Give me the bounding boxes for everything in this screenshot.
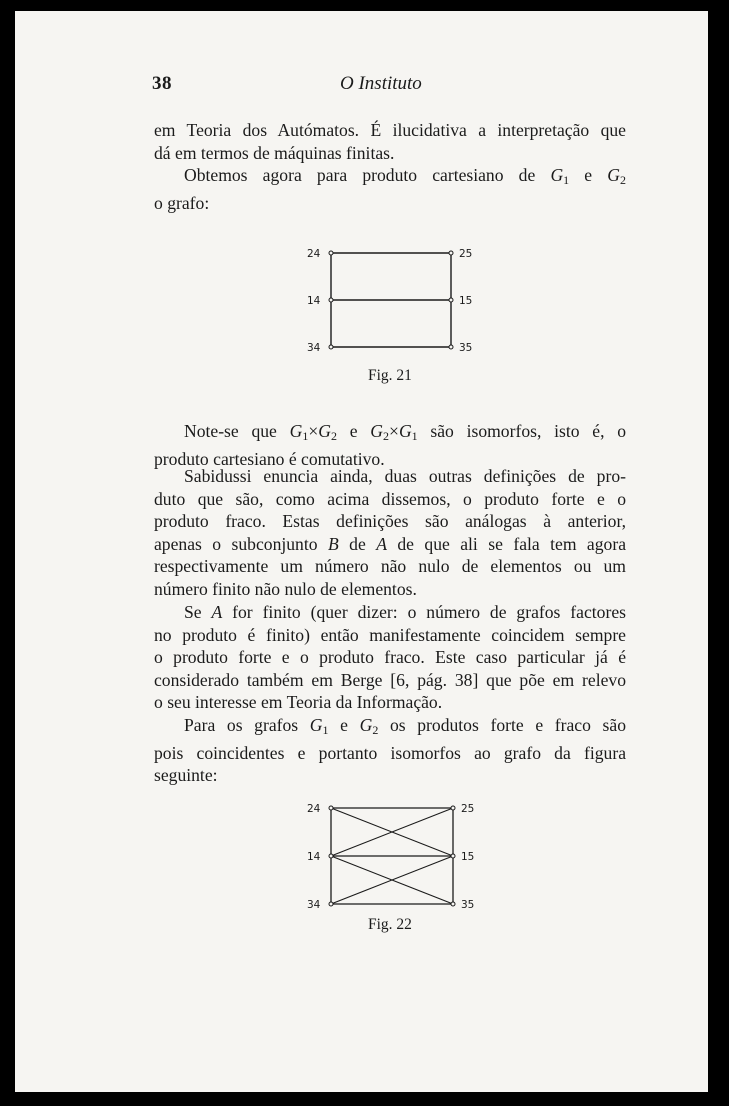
graph-vertex — [329, 345, 333, 349]
paragraph-strong-weak — [154, 714, 626, 787]
vertex-label: 34 — [307, 342, 321, 354]
text-line: produto fraco. Estas definições são análogas à anterior, — [154, 511, 626, 532]
var-g2: $G_2$ — [370, 421, 389, 443]
text-line: apenas o subconjunto B de A de que ali se fala tem agora — [154, 533, 627, 554]
vertex-label: 24 — [307, 248, 321, 260]
paragraph-cartesian-intro — [154, 164, 626, 214]
var-a: A — [376, 533, 387, 554]
var-g1: $G_1$ — [309, 715, 329, 737]
text-line: em Teoria dos Autómatos. É ilucidativa a interpretação que — [154, 120, 626, 140]
paragraph-automata — [154, 119, 626, 164]
graph-vertex — [329, 806, 333, 810]
figure-22-caption: Fig. 22 — [368, 916, 412, 933]
vertex-label: 15 — [461, 851, 475, 863]
vertex-label: 25 — [461, 803, 475, 815]
var-g2: $G_2$ — [359, 715, 379, 737]
paragraph-finite — [154, 601, 626, 714]
var-a: A — [211, 602, 223, 622]
text-line: Para os grafos $G_1$ e $G_2$ os produtos forte e fraco são — [184, 715, 626, 737]
var-g2: $G_2$ — [607, 165, 626, 187]
text-line: o produto forte e o produto fraco. Este caso particular já é — [154, 647, 626, 668]
graph-vertex — [449, 345, 453, 349]
text-line: o seu interesse em Teoria da Informação. — [154, 692, 443, 713]
graph-vertex — [451, 806, 455, 810]
var-b: B — [327, 533, 339, 554]
graph-vertex — [449, 251, 453, 255]
text-line: respectivamente um número não nulo de elementos ou um — [154, 556, 626, 577]
vertex-label: 35 — [459, 342, 473, 354]
text-line: dá em termos de máquinas finitas. — [154, 142, 395, 163]
vertex-label: 34 — [307, 899, 321, 911]
var-g1: $G_1$ — [289, 421, 309, 443]
vertex-label: 35 — [461, 899, 475, 911]
text-line: duto que são, como acima dissemos, o produto forte e o — [154, 488, 626, 509]
graph-vertex — [329, 298, 333, 302]
graph-vertex — [449, 298, 453, 302]
text-line: pois coincidentes e portanto isomorfos ao grafo da figura — [154, 742, 626, 763]
page-number: 38 — [152, 73, 172, 94]
figure-21 — [285, 239, 485, 362]
graph-22 — [285, 796, 485, 914]
graph-21 — [285, 239, 485, 357]
figure-22 — [285, 796, 485, 919]
paragraph-isomorphism — [154, 420, 626, 470]
vertex-label: 25 — [459, 248, 473, 260]
text-line: produto cartesiano é comutativo. — [154, 448, 385, 469]
var-g1: $G_1$ — [398, 421, 418, 443]
book-page — [15, 11, 708, 1092]
text-line: Note-se que $G_1\times G_2$ e $G_2\times G_1$ são isomorfos, isto é, o — [184, 421, 627, 443]
text-line: no produto é finito) então manifestamente coincidem sempre — [154, 624, 626, 645]
graph-vertex — [329, 854, 333, 858]
text-line: Obtemos agora para produto cartesiano de $G_1$ e $G_2$ — [184, 165, 626, 187]
text-line: Se A for finito (quer dizer: o número de grafos factores — [184, 602, 626, 622]
text-line: considerado também em Berge [6, pág. 38] que põe em relevo — [154, 669, 626, 690]
vertex-label: 15 — [459, 295, 473, 307]
vertex-label: 14 — [307, 851, 321, 863]
graph-vertex — [329, 902, 333, 906]
text-line: o grafo: — [154, 192, 210, 213]
graph-vertex — [451, 854, 455, 858]
text-line: Sabidussi enuncia ainda, duas outras definições de pro- — [184, 466, 626, 486]
graph-vertex — [329, 251, 333, 255]
vertex-label: 24 — [307, 803, 321, 815]
page-header — [152, 73, 592, 99]
vertex-label: 14 — [307, 295, 321, 307]
graph-vertex — [451, 902, 455, 906]
text-line: seguinte: — [154, 765, 218, 786]
var-g2: $G_2$ — [318, 421, 337, 443]
paragraph-sabidussi — [154, 465, 626, 601]
figure-21-caption: Fig. 21 — [368, 367, 412, 384]
running-title: O Instituto — [340, 73, 422, 94]
var-g1: $G_1$ — [550, 165, 570, 187]
text-line: número finito não nulo de elementos. — [154, 578, 417, 599]
